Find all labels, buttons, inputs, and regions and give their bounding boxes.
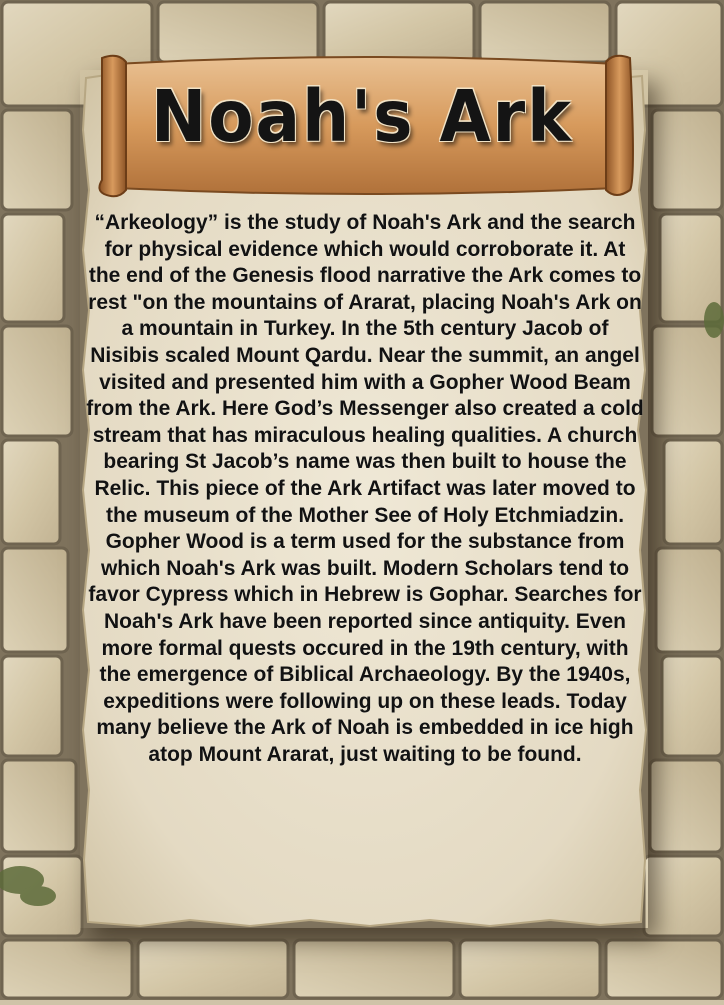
page-title: Noah's Ark [150,74,574,159]
article-body-text: “Arkeology” is the study of Noah's Ark and the search for physical evidence which would corroborate it. At the end of the Genesis flood narrative the Ark comes to rest "on the mountains of Ararat, placing Noah's Ark on a mountain in Turkey. In the 5th century Jacob of Nisibis scaled Mount Qardu. Near the summit, an angel visited and presented him with a Gopher Wood Beam from the Ark. Here God’s Messenger also created a cold stream that has miraculous healing qualities. A church bearing St Jacob’s name was then built to house the Relic. This piece of the Ark Artifact was later moved to the museum of the Mother See of Holy Etchmiadzin. Gopher Wood is a term used for the substance from which Noah's Ark was built. Modern Scholars tend to favor Cypress which in Hebrew is Gophar. Searches for Noah's Ark have been reported since antiquity. Even more formal quests occured in the 19th century, with the emergence of Biblical Archaeology. By the 1940s, expeditions were following up on these leads. Today many believe the Ark of Noah is embedded in ice high atop Mount Ararat, just waiting to be found. [86,211,644,766]
